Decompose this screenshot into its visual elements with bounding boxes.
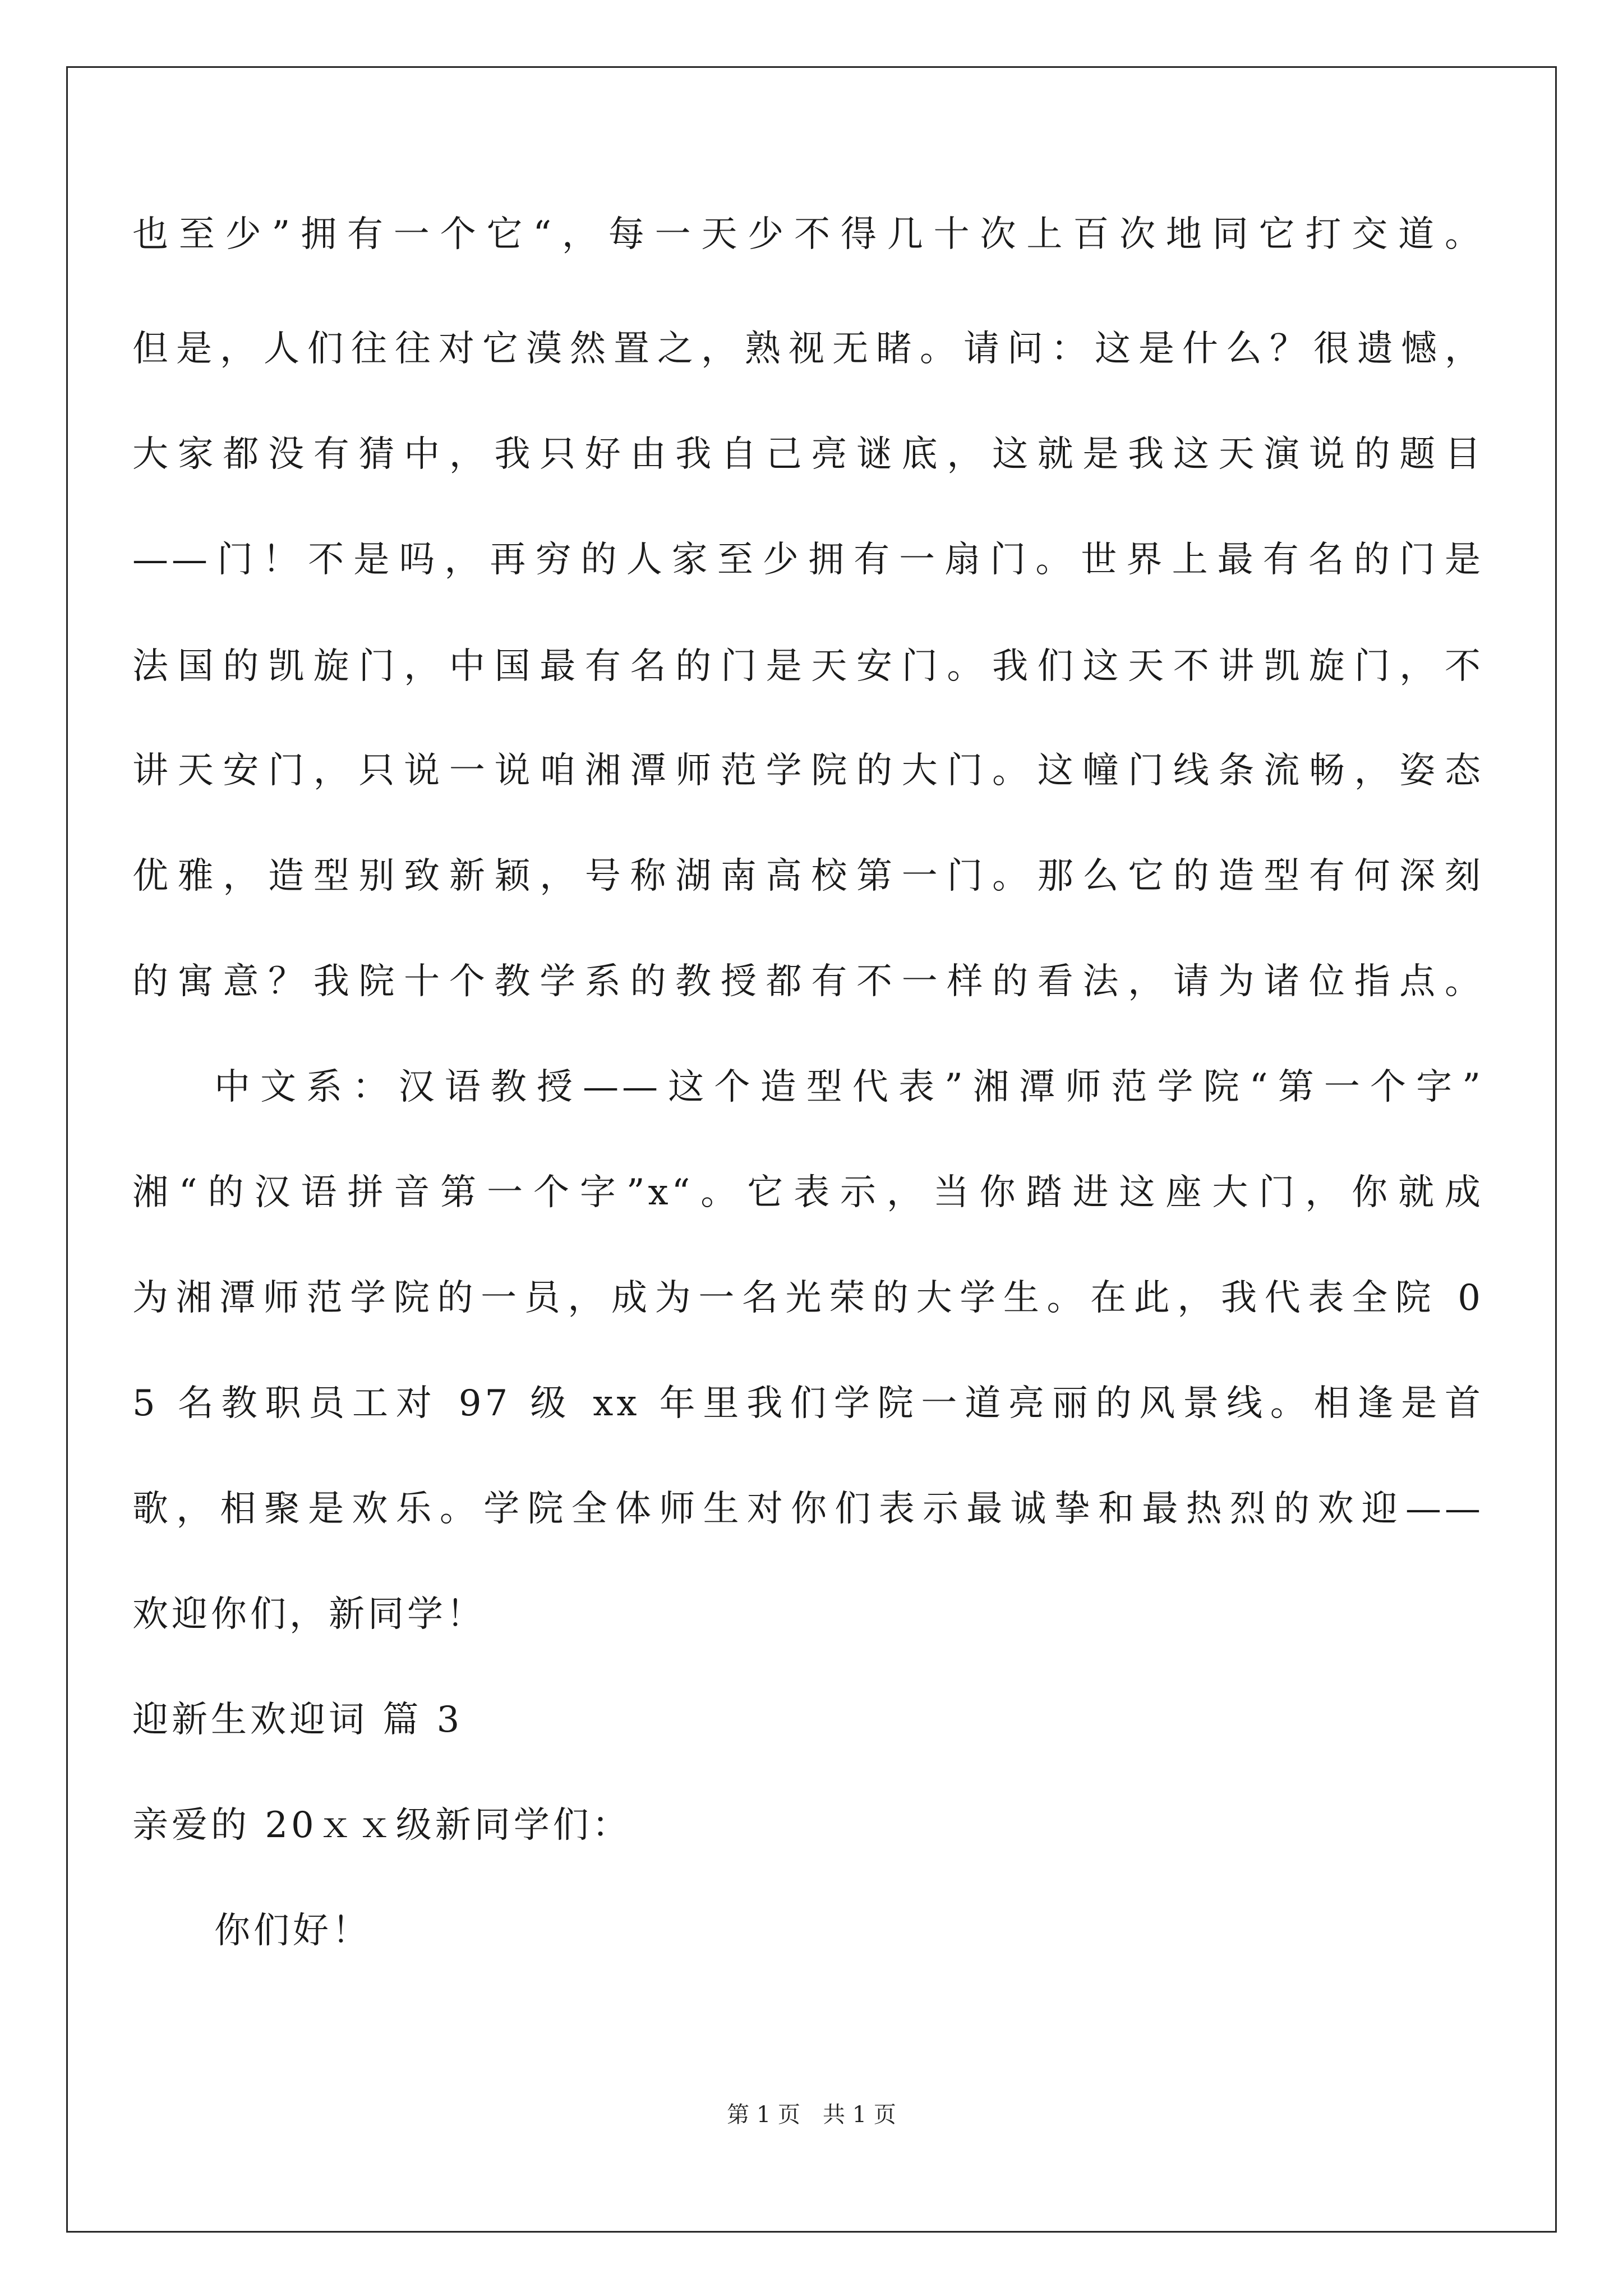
page-border bbox=[66, 66, 1557, 2233]
body-line-14: 欢迎你们，新同学！ bbox=[132, 1594, 486, 1635]
page-number-footer: 第 1 页 共 1 页 bbox=[727, 2102, 896, 2128]
body-line-1: 也至少”拥有一个它“，每一天少不得几十次上百次地同它打交道。 bbox=[132, 214, 1484, 255]
body-line-7: 优雅，造型别致新颖，号称湖南高校第一门。那么它的造型有何深刻 bbox=[132, 855, 1484, 897]
body-line-3: 大家都没有猜中，我只好由我自己亮谜底，这就是我这天演说的题目 bbox=[132, 434, 1484, 475]
body-line-4: ——门！不是吗，再穷的人家至少拥有一扇门。世界上最有名的门是 bbox=[132, 539, 1484, 581]
body-line-10: 湘“的汉语拼音第一个字”x“。它表示，当你踏进这座大门，你就成 bbox=[132, 1172, 1484, 1213]
body-line-2: 但是，人们往往对它漠然置之，熟视无睹。请问：这是什么？很遗憾， bbox=[132, 328, 1484, 370]
paragraph-start-line: 中文系：汉语教授——这个造型代表”湘潭师范学院“第一个字” bbox=[214, 1066, 1484, 1108]
body-line-5: 法国的凯旋门，中国最有名的门是天安门。我们这天不讲凯旋门，不 bbox=[132, 646, 1484, 687]
section-heading: 迎新生欢迎词 篇 3 bbox=[132, 1699, 463, 1741]
body-line-13: 歌，相聚是欢乐。学院全体师生对你们表示最诚挚和最热烈的欢迎—— bbox=[132, 1488, 1484, 1530]
body-line-8: 的寓意？我院十个教学系的教授都有不一样的看法，请为诸位指点。 bbox=[132, 961, 1484, 1002]
salutation-line: 亲爱的 20ｘｘ级新同学们： bbox=[132, 1805, 631, 1846]
body-line-11: 为湘潭师范学院的一员，成为一名光荣的大学生。在此，我代表全院 0 bbox=[132, 1277, 1484, 1319]
body-line-6: 讲天安门，只说一说咱湘潭师范学院的大门。这幢门线条流畅，姿态 bbox=[132, 750, 1484, 792]
greeting-line: 你们好！ bbox=[214, 1910, 371, 1952]
body-line-12: 5 名教职员工对 97 级 xx 年里我们学院一道亮丽的风景线。相逢是首 bbox=[132, 1383, 1484, 1424]
